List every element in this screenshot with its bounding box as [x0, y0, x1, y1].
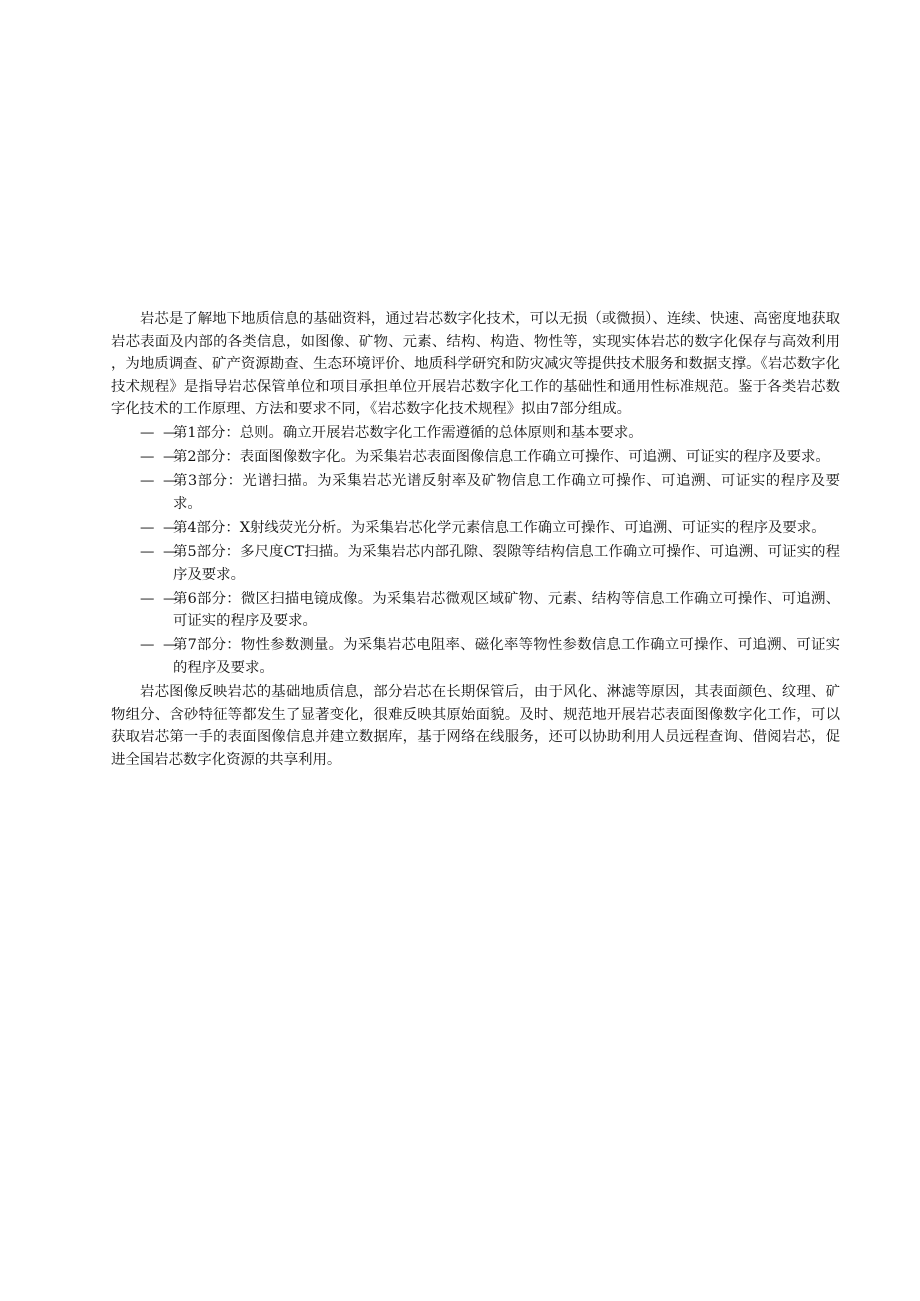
intro-paragraph: 岩芯是了解地下地质信息的基础资料，通过岩芯数字化技术，可以无损（或微损）、连续、快速、高密度地获取岩芯表面及内部的各类信息，如图像、矿物、元素、结构、构造、物性等，实现实体岩芯的数字化保存与高效利用，为地质调查、矿产资源勘查、生态环境评价、地质科学研究和防灾减灾等提供技术服务和数据支撑。《岩芯数字化技术规程》是指导岩芯保管单位和项目承担单位开展岩芯数字化工作的基础性和通用性标准规范。鉴于各类岩芯数字化技术的工作原理、方法和要求不同，《岩芯数字化技术规程》拟由7部分组成。: [111, 311, 840, 418]
list-dash: — —: [140, 424, 180, 441]
list-dash: — —: [140, 543, 180, 560]
list-item-text: 第4部分：X射线荧光分析。为采集岩芯化学元素信息工作确立可操作、可追溯、可证实的程序及要求。: [173, 519, 826, 536]
list-dash: — —: [140, 637, 180, 654]
list-item-text: 第6部分：微区扫描电镜成像。为采集岩芯微观区域矿物、元素、结构等信息工作确立可操作、可追溯、可证实的程序及要求。: [173, 590, 840, 630]
list-item: [111, 588, 840, 633]
closing-paragraph: 岩芯图像反映岩芯的基础地质信息，部分岩芯在长期保管后，由于风化、淋滤等原因，其表面颜色、纹理、矿物组分、含砂特征等都发生了显著变化，很难反映其原始面貌。及时、规范地开展岩芯表面图像数字化工作，可以获取岩芯第一手的表面图像信息并建立数据库，基于网络在线服务，还可以协助利用人员远程查询、借阅岩芯，促进全国岩芯数字化资源的共享利用。: [111, 684, 840, 768]
list-item: [111, 446, 840, 469]
list-item: [111, 470, 840, 515]
parts-list: [111, 422, 840, 680]
list-dash: — —: [140, 590, 180, 607]
list-dash: — —: [140, 473, 180, 490]
list-item-text: 第1部分：总则。确立开展岩芯数字化工作需遵循的总体原则和基本要求。: [173, 424, 643, 441]
list-item: [111, 541, 840, 586]
list-dash: — —: [140, 449, 180, 466]
list-item-text: 第7部分：物性参数测量。为采集岩芯电阻率、磁化率等物性参数信息工作确立可操作、可追溯、可证实的程序及要求。: [173, 637, 840, 676]
list-item-text: 第2部分：表面图像数字化。为采集岩芯表面图像信息工作确立可操作、可追溯、可证实的程序及要求。: [173, 449, 830, 466]
list-item: [111, 634, 840, 679]
list-item: [111, 517, 840, 540]
list-item-text: 第3部分：光谱扫描。为采集岩芯光谱反射率及矿物信息工作确立可操作、可追溯、可证实的程序及要求。: [173, 473, 840, 512]
document-body: [111, 308, 840, 771]
list-item: [111, 422, 840, 445]
list-dash: — —: [140, 519, 180, 536]
list-item-text: 第5部分：多尺度CT扫描。为采集岩芯内部孔隙、裂隙等结构信息工作确立可操作、可追溯、可证实的程序及要求。: [173, 543, 840, 583]
